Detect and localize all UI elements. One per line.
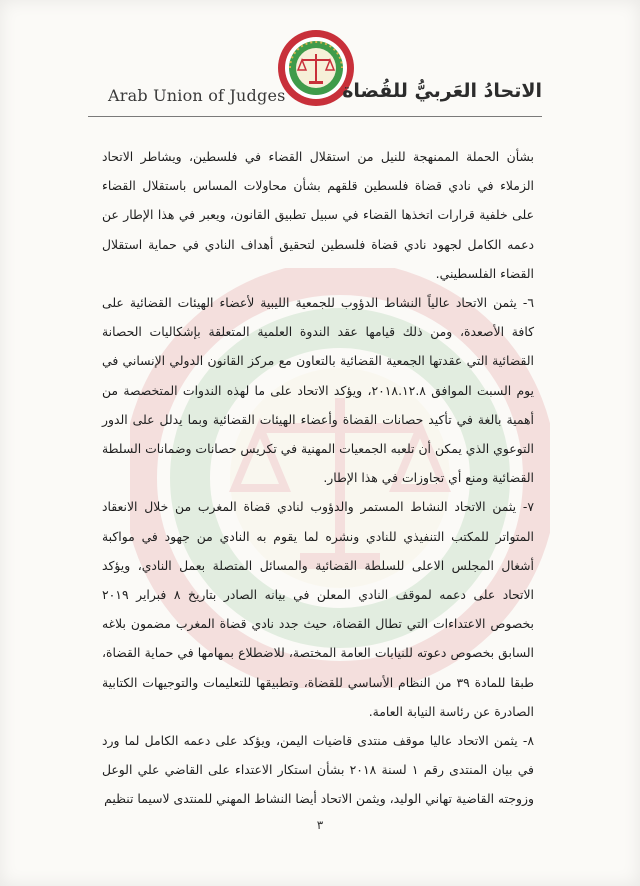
org-name-arabic: الاتحادُ العَربيُّ للقُضاة bbox=[342, 80, 542, 102]
paragraph-item-8: ٨- يثمن الاتحاد عاليا موقف منتدى قاضيات اليمن، ويؤكد على دعمه الكامل لما ورد في بيان المنتدى رقم ١ لسنة ٢٠١٨ بشأن استكار الاعتداء على القاضي علي الوعل وزوجته القاضية تهاني الوليد، ويثمن الاتحاد أيضا النشاط المهني للمنتدى لاسيما تنظيم bbox=[102, 733, 534, 807]
letterhead bbox=[88, 20, 542, 112]
paragraph-item-6: ٦- يثمن الاتحاد عالياً النشاط الدؤوب للجمعية الليبية لأعضاء الهيئات القضائية على كافة الأصعدة، ومن ذلك قيامها عقد الندوة العلمية المتعلقة بإشكاليات الحصانة القضائية التي عقدتها الجمعية القضائية بالتعاون مع مركز القانون الدولي الإنساني في يوم السبت الموافق ٢٠١٨.١٢.٨، ويؤكد الاتحاد على ما لهذه الندوات المتخصصة من أهمية بالغة في تأكيد حصانات القضاة وأعضاء الهيئات القضائية وبما يدلل على الدور التوعوي الذي يمكن أن تلعبه الجمعيات المهنية في تكريس حصانات وضمانات السلطة القضائية ومنع أي تجاوزات في هذا الإطار. bbox=[102, 295, 534, 486]
org-name-english: Arab Union of Judges bbox=[108, 86, 286, 105]
page-number: ٣ bbox=[316, 818, 324, 832]
paragraph-item-7: ٧- يثمن الاتحاد النشاط المستمر والدؤوب لنادي قضاة المغرب من خلال الانعقاد المتواتر للمكتب التنفيذي للنادي ونشره لما يقوم به النادي من جهود في مواكبة أشغال المجلس الاعلى للسلطة القضائية والمسائل المتصلة بعمل النادي، ويؤكد الاتحاد على دعمه لموقف النادي المعلن في بيانه الصادر بتاريخ ٨ فبراير ٢٠١٩ بخصوص الاعتداءات التي تطال القضاة، حيث جدد نادي قضاة المغرب مضمون بلاغه السابق بخصوص دعوته للنيابات العامة المختصة، للاضطلاع بمهامها في حماية القضاة، طبقا للمادة ٣٩ من النظام الأساسي للقضاة، وتطبيقها للتعليمات والتوجيهات الكتابية الصادرة عن رئاسة النيابة العامة. bbox=[102, 499, 534, 719]
header-divider bbox=[88, 116, 542, 117]
letter-body bbox=[102, 142, 534, 814]
paragraph-continuation: بشأن الحملة الممنهجة للنيل من استقلال القضاء في فلسطين، ويشاطر الاتحاد الزملاء في نادي قضاة فلسطين قلقهم بشأن محاولات المساس باستقلال القضاء على خلفية قرارات اتخذها القضاء في سبيل تطبيق القانون، ويعبر في هذا الإطار عن دعمه الكامل لجهود نادي قضاة فلسطين لتحقيق أهداف النادي في حماية استقلال القضاء الفلسطيني. bbox=[102, 149, 534, 281]
